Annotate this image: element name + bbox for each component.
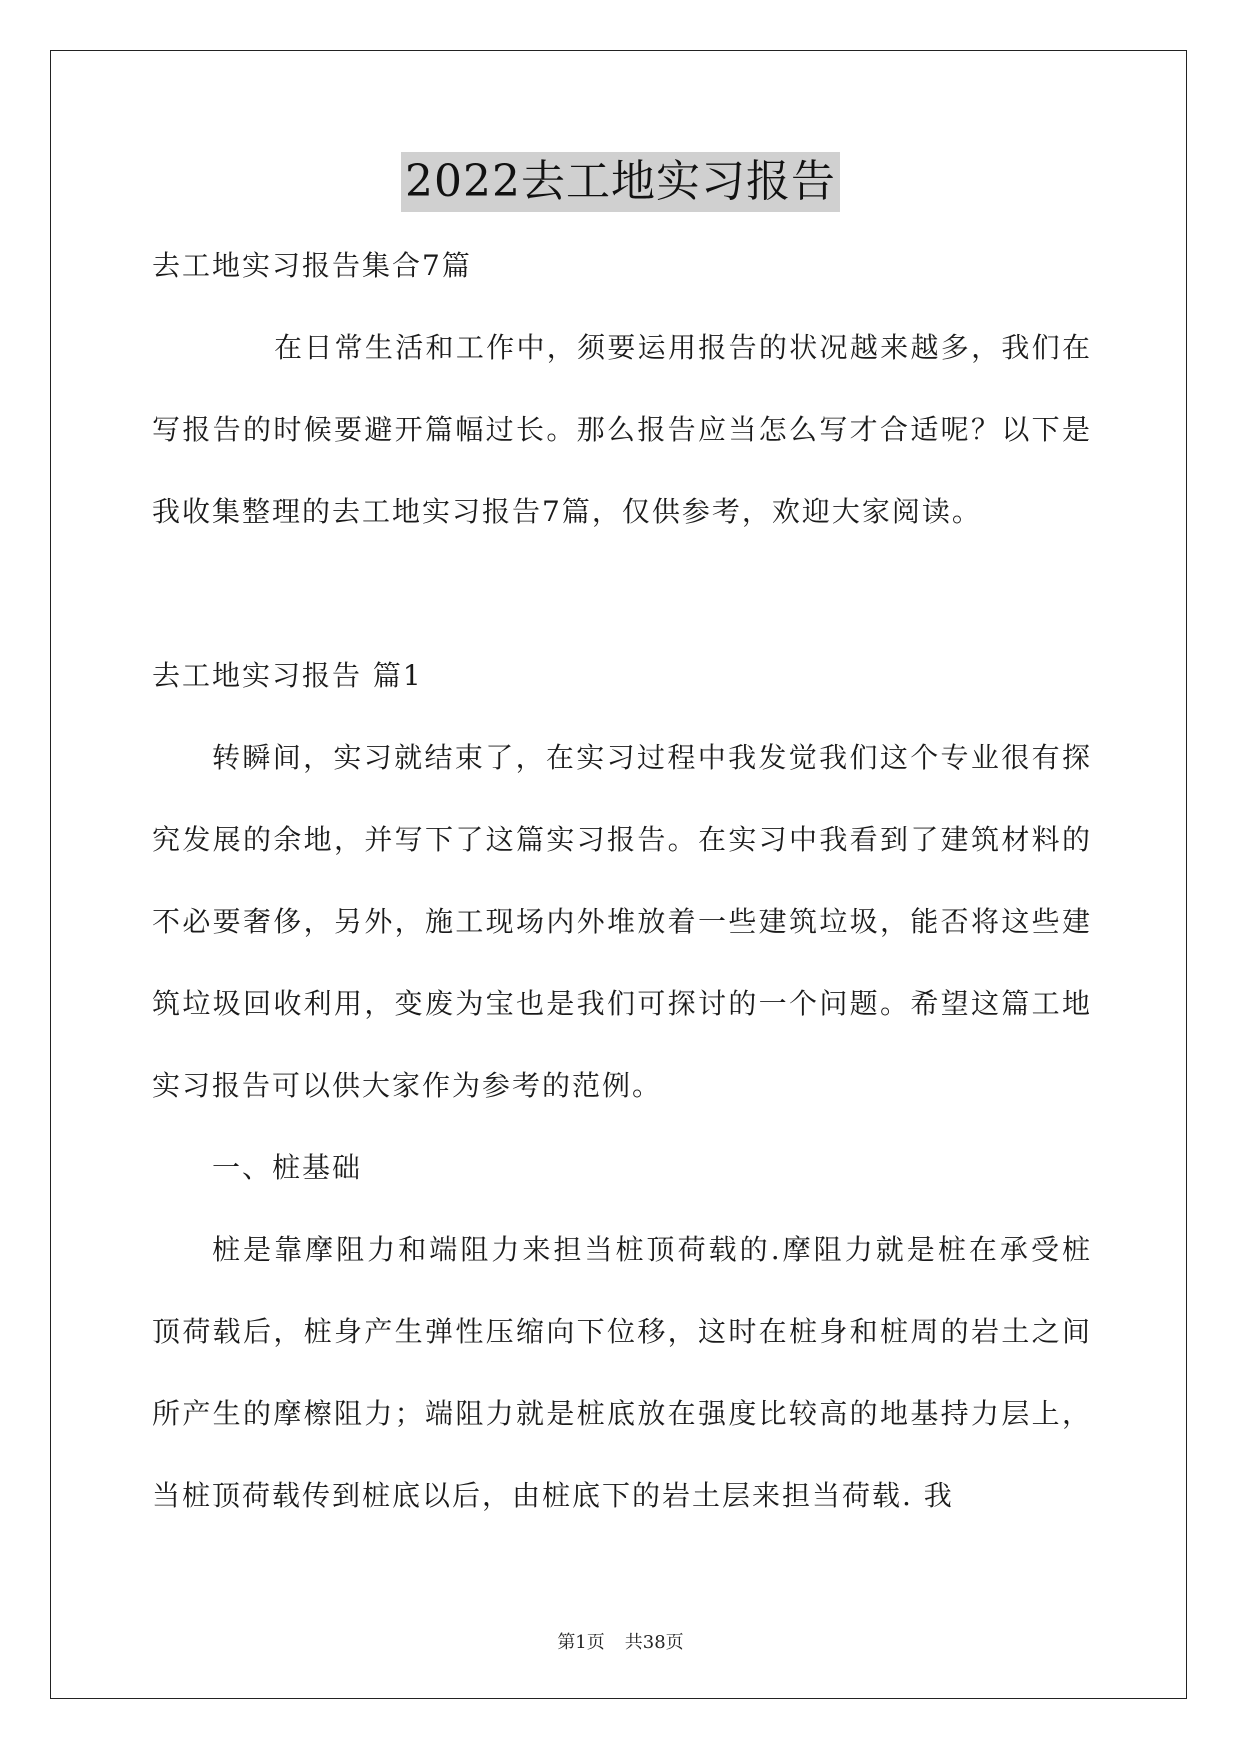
- body-paragraph: 桩是靠摩阻力和端阻力来担当桩顶荷载的.摩阻力就是桩在承受桩顶荷载后，桩身产生弹性压缩向下位移，这时在桩身和桩周的岩土之间所产生的摩檫阻力；端阻力就是桩底放在强度比较高的地基持力层上，当桩顶荷载传到桩底以后，由桩底下的岩土层来担当荷载. 我: [152, 1233, 1092, 1512]
- blank-line: [152, 553, 1092, 635]
- body-paragraph: 转瞬间，实习就结束了，在实习过程中我发觉我们这个专业很有探究发展的余地，并写下了这篇实习报告。在实习中我看到了建筑材料的不必要奢侈，另外，施工现场内外堆放着一些建筑垃圾，能否将这些建筑垃圾回收利用，变废为宝也是我们可探讨的一个问题。希望这篇工地实习报告可以供大家作为参考的范例。: [152, 741, 1092, 1102]
- collection-heading: 去工地实习报告集合7篇: [152, 249, 472, 282]
- title-container: [0, 152, 1241, 212]
- section-heading: 去工地实习报告 篇1: [152, 659, 423, 692]
- document-body: [152, 225, 1092, 1537]
- subsection-heading: 一、桩基础: [212, 1151, 363, 1184]
- page-total: 共38页: [624, 1632, 684, 1653]
- document-title: 2022去工地实习报告: [401, 152, 840, 212]
- intro-paragraph: 在日常生活和工作中，须要运用报告的状况越来越多，我们在写报告的时候要避开篇幅过长。那么报告应当怎么写才合适呢？以下是我收集整理的去工地实习报告7篇，仅供参考，欢迎大家阅读。: [152, 331, 1092, 528]
- page-footer: [0, 1628, 1241, 1654]
- page-number: 第1页: [557, 1632, 605, 1653]
